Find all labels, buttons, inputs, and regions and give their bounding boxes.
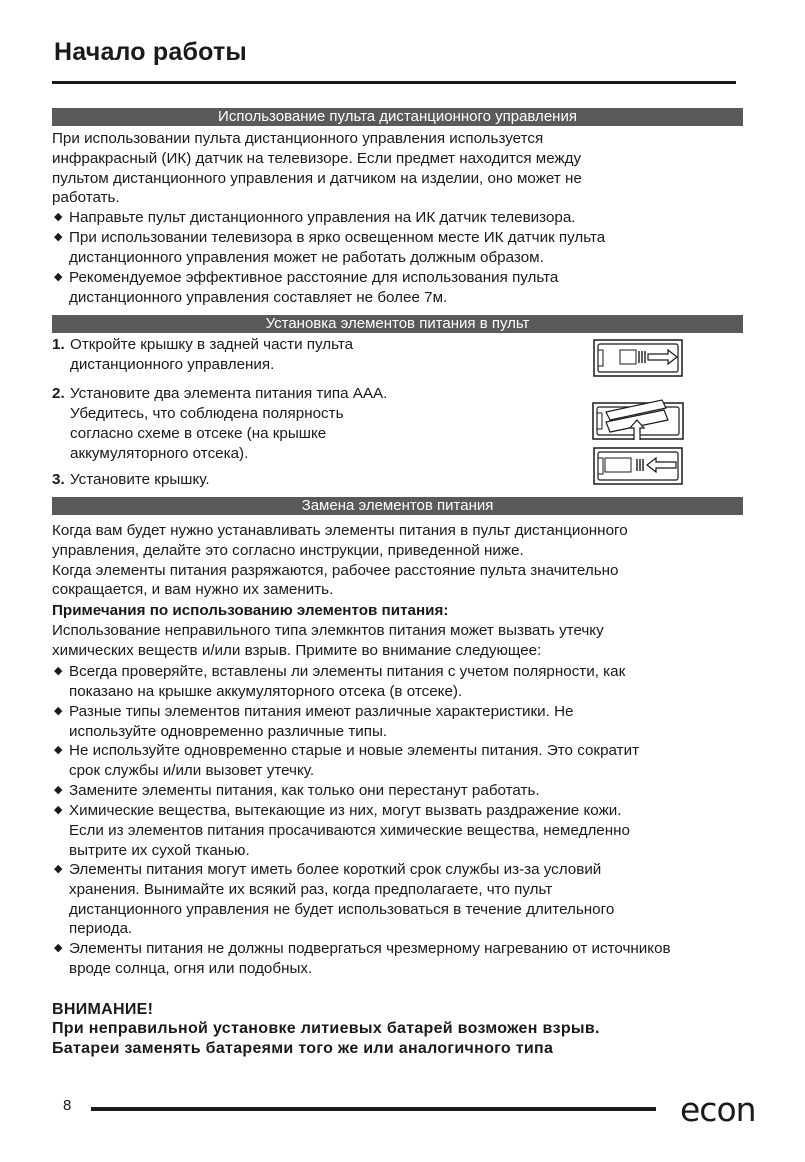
list-item: ◆ Направьте пульт дистанционного управления на ИК датчик телевизора.	[54, 209, 576, 226]
list-item: ◆ Замените элементы питания, как только они перестанут работать.	[54, 782, 540, 799]
brand-logo: econ	[680, 1090, 756, 1129]
list-item: ◆ Рекомендуемое эффективное расстояние для использования пульта дистанционного управления составляет не более 7м.	[54, 269, 559, 306]
list-item: ◆ Всегда проверяйте, вставлены ли элементы питания с учетом полярности, как показано на крышке аккумуляторного отсека (в отсеке).	[54, 663, 626, 700]
list-item: ◆ Элементы питания могут иметь более короткий срок службы из-за условий хранения. Вынимайте их всякий раз, когда предполагаете, что пульт дистанционного управления не будет использоваться в течение длительного периода.	[54, 861, 615, 938]
page-number: 8	[63, 1097, 72, 1114]
list-item: ◆ Химические вещества, вытекающие из них, могут вызвать раздражение кожи. Если из элементов питания просачиваются химические вещества, немедленно вытрите их сухой тканью.	[54, 802, 630, 859]
notes-intro: Использование неправильного типа элемкнтов питания может вызвать утечку химических веществ и/или взрыв. Примите во внимание следующее:	[52, 622, 604, 659]
diamond-bullet-icon: ◆	[54, 784, 63, 796]
diamond-bullet-icon: ◆	[54, 665, 63, 677]
section-header-remote-usage: Использование пульта дистанционного управления	[52, 108, 743, 126]
title-rule	[52, 81, 736, 84]
list-item: ◆ Элементы питания не должны подвергаться чрезмерному нагреванию от источников вроде солнца, огня или подобных.	[54, 940, 671, 977]
open-cover-illustration	[593, 338, 683, 378]
footer-rule	[91, 1107, 656, 1111]
diamond-bullet-icon: ◆	[54, 863, 63, 875]
diamond-bullet-icon: ◆	[54, 942, 63, 954]
diamond-bullet-icon: ◆	[54, 744, 63, 756]
notes-heading: Примечания по использованию элементов питания:	[52, 602, 449, 619]
list-item: ◆ Не используйте одновременно старые и новые элементы питания. Это сократит срок службы и/или вызовет утечку.	[54, 742, 640, 779]
warning-text: При неправильной установке литиевых батарей возможен взрыв. Батареи заменять батареями того же или аналогичного типа	[52, 1020, 600, 1057]
list-item: ◆ Разные типы элементов питания имеют различные характеристики. Не используйте одновременно различные типы.	[54, 703, 574, 740]
close-cover-illustration	[593, 446, 683, 486]
warning-heading: ВНИМАНИЕ!	[52, 1001, 154, 1018]
install-step: 3. Установите крышку.	[52, 471, 210, 488]
install-step: 1. Откройте крышку в задней части пульта дистанционного управления.	[52, 336, 354, 373]
page-title: Начало работы	[54, 38, 247, 66]
section-header-battery-install: Установка элементов питания в пульт	[52, 315, 743, 333]
list-item: ◆ При использовании телевизора в ярко освещенном месте ИК датчик пульта дистанционного управления может не работать должным образом.	[54, 229, 606, 266]
insert-batteries-illustration	[592, 398, 684, 442]
diamond-bullet-icon: ◆	[54, 211, 63, 223]
section-header-battery-replace: Замена элементов питания	[52, 497, 743, 515]
install-step: 2. Установите два элемента питания типа ААА. Убедитесь, что соблюдена полярность согласно схеме в отсеке (на крышке аккумуляторного отсека).	[52, 385, 388, 462]
diamond-bullet-icon: ◆	[54, 804, 63, 816]
battery-replace-intro: Когда вам будет нужно устанавливать элементы питания в пульт дистанционного управления, делайте это согласно инструкции, приведенной ниже. Когда элементы питания разряжаются, рабочее расстояние пульта значительно сокращается, и вам нужно их заменить.	[52, 522, 628, 599]
diamond-bullet-icon: ◆	[54, 231, 63, 243]
remote-usage-intro: При использовании пульта дистанционного управления используется инфракрасный (ИК) датчик на телевизоре. Если предмет находится между пультом дистанционного управления и датчиком на изделии, оно может не работать.	[52, 130, 582, 207]
diamond-bullet-icon: ◆	[54, 271, 63, 283]
diamond-bullet-icon: ◆	[54, 705, 63, 717]
